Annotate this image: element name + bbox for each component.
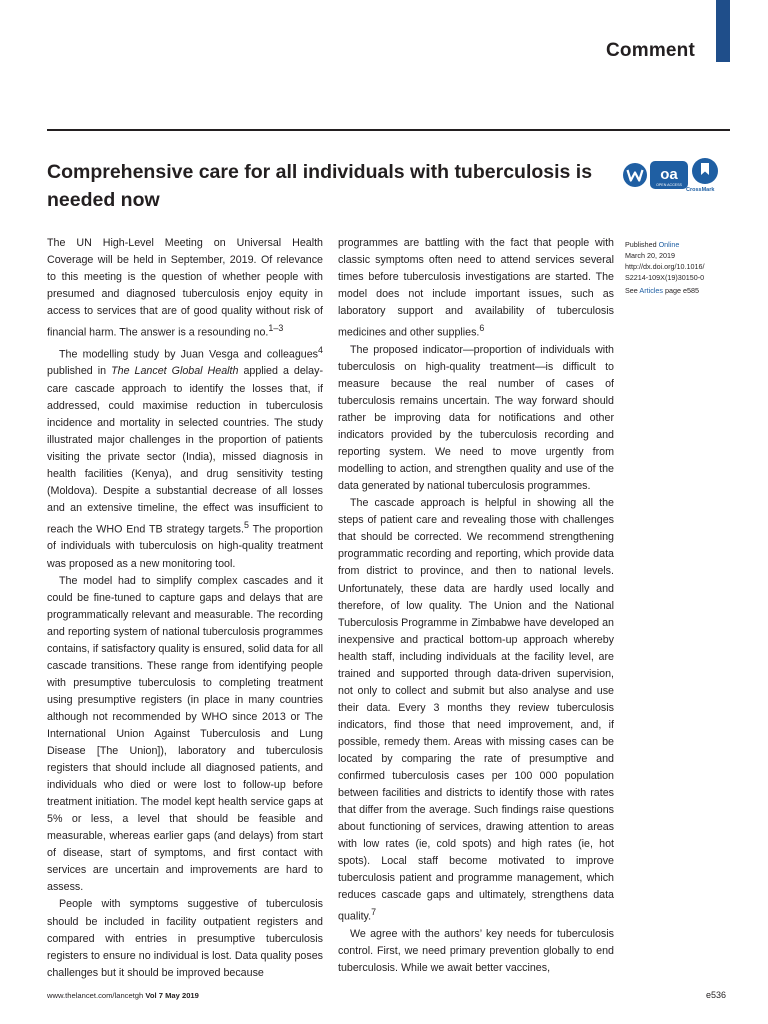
body-column-left xyxy=(47,235,323,982)
body-paragraph: The UN High-Level Meeting on Universal Health Coverage will be held in September, 2019. Of relevance to this meeting is the question of whether people with presumed and diagnosed tuberculosis enjoy equity in access to services that are of good quality without risk of financial harm. The answer is a resounding no.$^{1-3}$ xyxy=(47,237,323,339)
page-number: e536 xyxy=(705,990,726,1000)
see-articles-line: See Articles page e585 xyxy=(625,286,699,295)
article-badges xyxy=(622,157,734,197)
copyright-w-icon xyxy=(622,162,648,188)
header-rule xyxy=(47,129,730,131)
body-column-right xyxy=(338,235,614,977)
body-paragraph: The cascade approach is helpful in showing all the steps of patient care and revealing those with challenges that should be corrected. We recommend strengthening programmatic recording and reporting, which provide data from district to province, and then to national levels. Unfortunately, these data are hardly used locally and therefore, of low quality. The Union and the National Tuberculosis Programme in Zimbabwe have developed an inexpensive and practical bottom-up approach whereby health staff, including individuals at the facility level, are trained and supported through data-driven supervision, not only to collect and submit but also analyse and use their data. Every 3 months they review tuberculosis indicators, find those that need improvement, and, if possible, remedy them. Areas with missing cases can be located by comparing the rate of presumptive and confirmed tuberculosis cases per 100 000 population between facilities and districts to identify those with rates that differ from the average. Such findings raise questions about functioning of services, drawing attention to areas with low rates (ie, cold spots) and high rates (ie, hot spots). Local staff become motivated to improve tuberculosis patient and programme management, which reduces cascade gaps and ultimately, strengthens data quality.$^7$ xyxy=(338,497,614,923)
issue-date: May 2019 xyxy=(165,991,199,1000)
journal-volume: Vol 7 xyxy=(145,991,163,1000)
published-line: Published Online xyxy=(625,240,680,249)
doi-link[interactable]: http://dx.doi.org/10.1016/ S2214-109X(19)30150-0 xyxy=(625,262,705,282)
page-footer xyxy=(47,991,730,1000)
crossmark-label: CrossMark xyxy=(686,187,715,193)
oa-subtext: OPEN ACCESS xyxy=(656,183,682,187)
article-title: Comprehensive care for all individuals with tuberculosis is needed now xyxy=(47,161,593,211)
articles-link[interactable]: Articles xyxy=(639,286,663,295)
body-paragraph: People with symptoms suggestive of tuberculosis should be included in facility outpatient registers and compared with entries in presumptive tuberculosis registers to ensure no individual is lost. Data quality poses challenges but it should be improved because xyxy=(47,898,323,979)
journal-color-bar xyxy=(716,0,730,62)
journal-url[interactable]: www.thelancet.com/lancetgh xyxy=(47,991,144,1000)
body-paragraph: The modelling study by Juan Vesga and colleagues$^4$ published in The Lancet Global Health applied a delay-care cascade approach to identify the losses that, if addressed, could maximise reduction in tuberculosis incidence and mortality in selected countries. The study illustrated major challenges in the proportion of patients visiting the private sector (India), missed diagnosis in health facilities (Kenya), and drug sensitivity testing (Moldova). Despite a substantial decrease of all losses and an extensive timeline, the effect was insufficient to reach the WHO End TB strategy targets.$^5$ The proportion of individuals with tuberculosis on high-quality treatment was proposed as a new monitoring tool. xyxy=(47,344,324,570)
open-access-icon xyxy=(650,161,688,189)
published-date: March 20, 2019 xyxy=(625,251,675,260)
body-paragraph: The model had to simplify complex cascades and it could be fine-tuned to capture gaps and delays that are programmatically relevant and measurable. The recording and reporting system of national tuberculosis programmes contains, if satisfactory quality is ensured, solid data for all cascade transitions. These range from identifying people with presumptive tuberculosis to completing treatment using presumptive registers (in place in many countries although not recommended by WHO since 2013 or The International Union Against Tuberculosis and Lung Disease [The Union]), laboratory and tuberculosis registers that should include all diagnosed patients, and individuals who died or were lost to follow-up before treatment initiation. The model kept health service gaps at 5% or less, a level that should be feasible and measurable, whereas earlier gaps (and delays) from start of disease, start of symptoms, and first contact with services are uncertain and improvements are hard to assess. xyxy=(47,574,323,894)
crossmark-icon[interactable] xyxy=(690,157,720,187)
body-paragraph: The proposed indicator—proportion of individuals with tuberculosis on high-quality treatment—is difficult to measure because the real number of cases of tuberculosis remains uncertain. The way forward should rather be improving data for notifications and other indicators provided by the tuberculosis recording and reporting system. We need to move urgently from modelling to action, and strengthen quality and use of the data generated by national tuberculosis programmes. xyxy=(338,343,614,493)
section-label: Comment xyxy=(606,40,696,61)
publication-sidebar xyxy=(625,239,735,296)
body-paragraph: programmes are battling with the fact that people with classic symptoms often need to attend services several times before tuberculosis investigations are started. The model does not include important issues, such as laboratory support and availability of tuberculosis medicines and other supplies.$^6$ xyxy=(338,237,614,339)
body-paragraph: We agree with the authors’ key needs for tuberculosis control. First, we need primary prevention globally to end tuberculosis. While we await better vaccines, xyxy=(338,928,614,975)
oa-text: oa xyxy=(660,166,678,183)
